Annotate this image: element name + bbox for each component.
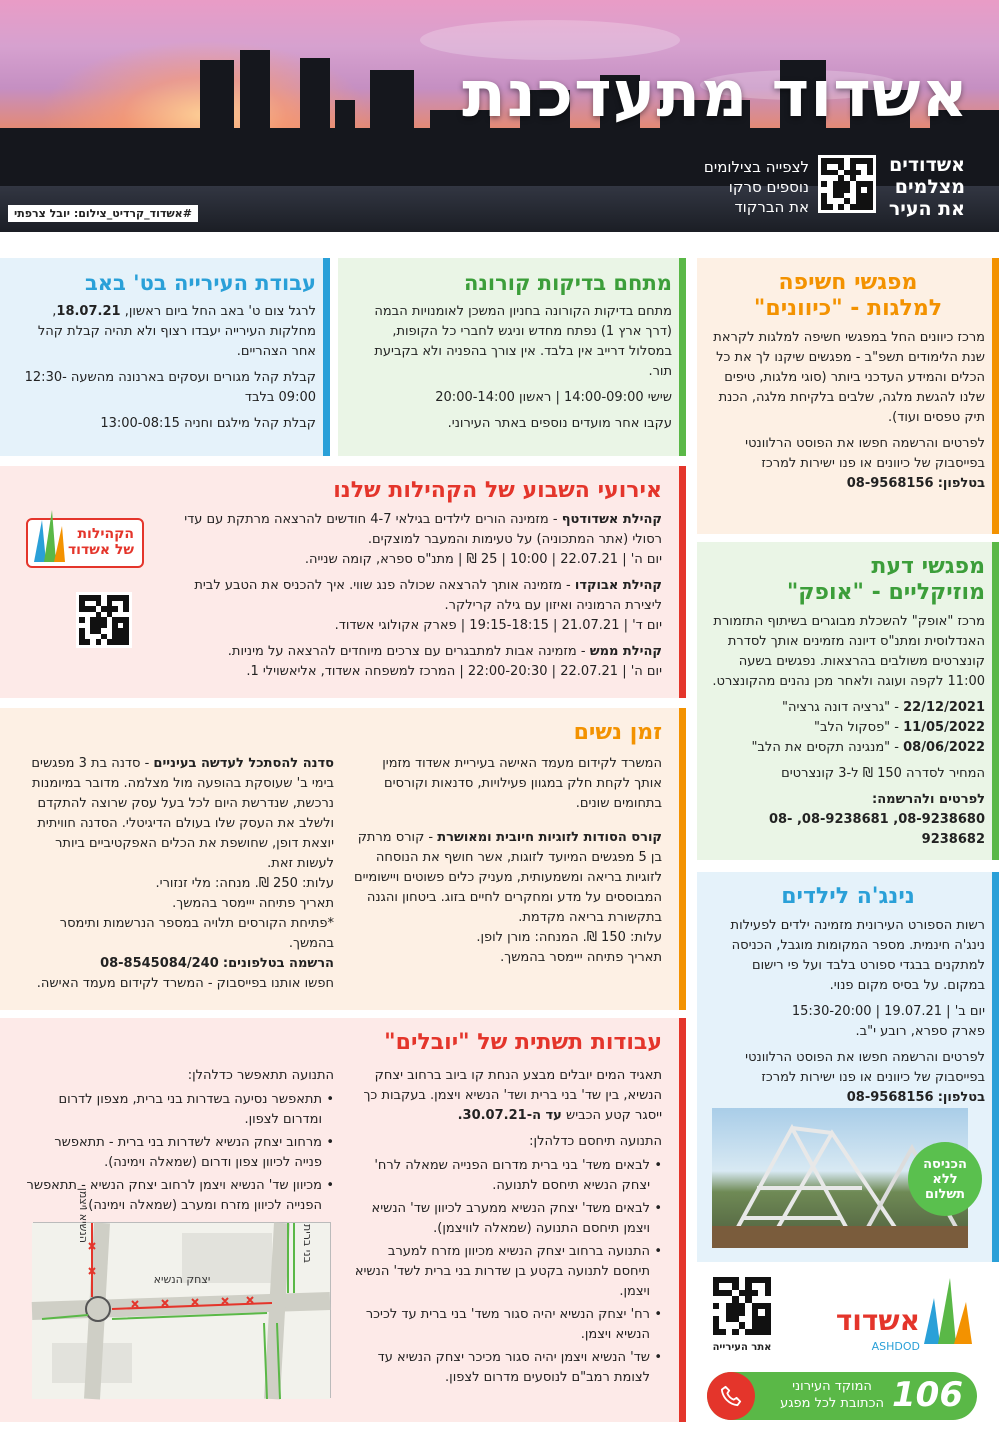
free-entry-badge: הכניסה ללא תשלום <box>908 1142 982 1216</box>
phone-icon <box>707 1372 755 1420</box>
women-registration: הרשמה בטלפונים: 08-8545084/240 <box>100 956 334 971</box>
community-event: קהילת אבוקדו - מזמינה אותך להרצאה שכולה פנג שווי. איך להכניס את הטבע לבית ליצירת הרמוניה ואיזון עם גילה קרילקר. <box>194 578 662 613</box>
scholarships-phone: בטלפון: 08-9568156 <box>846 476 985 491</box>
corona-body: מתחם בדיקות הקורונה בחניון המשכן לאומנויות הבמה (דרך ארץ 1) נפתח מחדש וניגש לחברי כל הקופות, במסלול דרייב אין בלבד. אין צורך בהפניה ולא בקביעת תור. <box>374 304 672 379</box>
roadworks-title: עבודות תשתית של "יובלים" <box>384 1030 662 1055</box>
tisha-intro: לרגל צום ט' באב החל ביום ראשון, 18.07.21, מחלקות העירייה יעבדו רצוף ולא תהיה קבלת קהל אחר הצהריים. <box>37 304 316 359</box>
list-item: • מכיוון שד' הנשיא ויצמן לרחוב יצחק הנשיא - תתאפשר הפנייה לכיוון מזרח ומערב (שמאלה וימינה). <box>24 1176 334 1216</box>
community-event: קהילת ממש - מזמינה אבות למתבגרים עם צרכים מיוחדים להרצאה על מיניות. <box>227 644 662 659</box>
women-workshop-cost: עלות: 250 ₪. מנחה: מלי זנזורי. <box>155 876 334 891</box>
roadworks-allowed-list <box>24 1090 334 1216</box>
city-site-qr-code[interactable] <box>710 1274 774 1338</box>
list-item: • התנועה ברחוב יצחק הנשיא מכיוון מזרח למערב תיחסם לתנועה בקטע בן שדרות בני ברית לשד' הנשיא ויצמן. <box>352 1242 662 1302</box>
hotline-banner[interactable] <box>707 1372 977 1420</box>
roadworks-allowed-title: התנועה תתאפשר כדלהלן: <box>187 1068 334 1083</box>
music-body: מרכז "אופק" להשכלת מבוגרים בשיתוף התזמורת האנדלוסית ומתנ"ס דיונה מזמינים אותך לסדרת קונצרטים משולבים בהרצאות. נפגשים בשעה 11:00 לקפה ועוגה ולאחר מכן נהנים מהקונצרט. <box>712 614 985 689</box>
ninja-title: נינג'ה לילדים <box>781 884 915 909</box>
list-item: • תתאפשר נסיעה בשדרות בני ברית, מצפון לדרום ומדרום לצפון. <box>24 1090 334 1130</box>
women-intro: המשרד לקידום מעמד האישה בעיריית אשדוד מזמין אותך לקחת חלק במגוון פעילויות, סדנאות וקורסים בתחומים שונים. <box>382 756 662 811</box>
photo-cta-strong: אשדודים מצלמים את העיר <box>888 154 965 220</box>
photo-credit: #אשדוד_קרדיט_צילום: יובל צרפתי <box>8 205 198 222</box>
roadworks-blocked-title: התנועה תיחסם כדלהלן: <box>529 1134 662 1149</box>
section-communities <box>0 466 686 698</box>
women-course-cost: עלות: 150 ₪. המנחה: מורן לופן. <box>476 930 662 945</box>
hotline-text: המוקד העירוני הכתובת לכל מפגע <box>780 1379 884 1411</box>
corona-note: עקבו אחר מועדים נוספים באתר העירוני. <box>447 416 672 431</box>
community-event-when: יום ד' | 21.07.21 | 19:15-18:15 | פארק אקולוגי אשדוד. <box>334 618 662 633</box>
list-item: • שד' הנשיא ויצמן יהיה סגור מכיכר יצחק הנשיא עד לצומת רמב"ם לנוסעים מדרום לצפון. <box>352 1348 662 1388</box>
qr-caption: אתר העירייה <box>712 1342 772 1353</box>
section-music <box>697 542 999 860</box>
ninja-phone: בטלפון: 08-9568156 <box>846 1090 985 1105</box>
section-corona <box>338 258 686 456</box>
music-phones: 08-9238680, 08-9238681, 08-9238682 <box>768 812 985 847</box>
community-event-when: יום ה' | 22.07.21 | 22:00-20:30 | המרכז למשפחה אשדוד, אליאשוילי 1. <box>246 664 662 679</box>
women-title: זמן נשים <box>573 720 662 745</box>
photo-cta-small: לצפייה בצילומים נוספים סרקו את הברקוד <box>703 158 809 216</box>
brand-name: אשדוד <box>835 1304 920 1337</box>
scholarships-title: מפגשי חשיפה למלגות - "כיוונים" <box>753 270 943 321</box>
tisha-title: עבודת העירייה בט' באב <box>84 271 316 295</box>
ashdod-logo <box>800 1278 980 1368</box>
ninja-body: רשות הספורט העירונית מזמינה ילדים לפעילות נינג'ה חינמית. מספר המקומות מוגבל, הכניסה למתקנים בבגדי ספורט בלבד ועל פי רישום במקום. על בסיס מקום פנוי. <box>730 918 985 993</box>
section-tisha-bav <box>0 258 330 456</box>
roadworks-blocked-list <box>352 1156 662 1388</box>
hotline-number: 106 <box>892 1375 963 1415</box>
list-item: • רח' יצחק הנשיא יהיה סגור משד' בני ברית עד לכיכר הנשיא ויצמן. <box>352 1305 662 1345</box>
women-course: קורס הסודות לזוגיות חיובית ומאושרת - קורס מרתק בן 5 מפגשים המיועד לזוגות, אשר חושף את הנוסחה לזוגיות בריאה ומשמעותית, מעניק כלים פשוטים ויישומיים המבוססים על מדע ומחקרים לחיים בזוג. ביטחון והגנה בתקשורת בריאה מקדמת. <box>353 830 662 925</box>
roadworks-intro: תאגיד המים יובלים מבצע הנחת קו ביוב ברחוב יצחק הנשיא, בין שד' בני ברית ושד' הנשיא ויצמן. בעקבות כך ייסגר קטע הכביש עד ה-30.07.21. <box>363 1068 662 1123</box>
ninja-more: לפרטים והרשמה חפשו את הפוסט הרלוונטי בפייסבוק של כיוונים או פנו ישירות למרכז <box>745 1050 985 1085</box>
community-event-when: יום ה' | 22.07.21 | 10:00 | 25 ₪ | מתנ"ס ספרא, קומה שנייה. <box>304 552 662 567</box>
corona-title: מתחם בדיקות קורונה <box>463 271 672 295</box>
music-concerts: 22/12/2021 - "גרציה דונה גרציה" 11/05/2022 - "פסקול הלב" 08/06/2022 - "מנגינה תקסים את הלב" <box>751 700 985 755</box>
communities-qr-code[interactable] <box>76 592 132 648</box>
list-item: • לבאים משד' בני ברית מדרום הפנייה שמאלה לרח' יצחק הנשיא תיחסם לתנועה. <box>352 1156 662 1196</box>
ninja-when: יום ב' | 19.07.21 | 15:30-20:00 <box>791 1004 985 1019</box>
women-facebook: חפשו אותנו בפייסבוק - המשרד לקידום מעמד האישה. <box>36 976 334 991</box>
tisha-line2: קבלת קהל מילגם וחניה 13:00-08:15 <box>100 416 316 431</box>
page-title: אשדוד מתעדכנת <box>462 58 969 132</box>
communities-title: אירועי השבוע של הקהילות שלנו <box>333 478 662 503</box>
music-reg-label: לפרטים ולהרשמה: <box>872 792 985 807</box>
map-label-street2: בני ברית <box>301 1224 314 1263</box>
section-scholarships <box>697 258 999 534</box>
map-label-street3: הנשיא ויצמן <box>77 1187 90 1243</box>
music-title: מפגשי דעת מוזיקליים - "אופק" <box>786 554 985 605</box>
scholarships-body: מרכז כיוונים החל במפגשי חשיפה למלגות לקראת שנת הלימודים תשפ"ב - מפגשים שיקנו לך את כל הכלים והמידע העדכני ביותר (סוגי מלגות, טיפים שלנו להגשת מלגה, שלבים בלקיחת מלגה, הכנת תיק טפסים ועוד). <box>713 330 985 425</box>
photos-qr-code[interactable] <box>818 155 876 213</box>
brand-name-en: ASHDOD <box>871 1340 920 1353</box>
community-event: קהילת אשדודטף - מזמינה הורים לילדים בגילאי 4-7 חודשים להרצאה מרתקת עם עדי רסולי (אתר המתכוניה) על טעימות והמעבר למוצקים. <box>184 512 662 547</box>
list-item: • לבאים משד' יצחק הנשיא ממערב לכיוון שד' הנשיא ויצמן תיחסם התנועה (שמאלה לוויצמן). <box>352 1199 662 1239</box>
ninja-where: פארק ספרא, רובע י"ב. <box>855 1024 985 1039</box>
section-women-time <box>0 708 686 1010</box>
music-price: המחיר לסדרה 150 ₪ ל-3 קונצרטים <box>781 766 985 781</box>
women-workshop-note: *פתיחת הקורסים תלויה במספר הנרשמות ותימסר בהמשך. <box>59 916 334 951</box>
women-workshop-open: תאריך פתיחה ייימסר בהמשך. <box>172 896 334 911</box>
women-workshop: סדנה להסתכל לעדשה בעיניים - סדנה בת 3 מפגשים בימי ב' שעוסקת בהופעה מול מצלמה. מדובר במיומנות נרכשת, שנדרשת היום לכל בעל עסק שרוצה להתקדם ולשלב את העסק שלו בעולם הדיגיטלי. הסדנה חוויתית יוצאת דופן, שחושפת את הכלים האפקטיביים ביותר לעשות זאת. <box>31 756 334 871</box>
corona-hours: שישי 14:00-09:00 | ראשון 20:00-14:00 <box>435 390 672 405</box>
women-course-open: תאריך פתיחה ייימסר בהמשך. <box>500 950 662 965</box>
communities-logo-icon <box>32 506 66 564</box>
list-item: • מרחוב יצחק הנשיא לשדרות בני ברית - תתאפשר פנייה לכיוון צפון ודרום (שמאלה וימינה). <box>24 1133 334 1173</box>
communities-logo: הקהילות של אשדוד <box>26 518 144 568</box>
ashdod-logo-icon <box>920 1278 974 1348</box>
scholarships-more: לפרטים והרשמה חפשו את הפוסט הרלוונטי בפייסבוק של כיוונים או פנו ישירות למרכז <box>745 436 985 471</box>
header-banner <box>0 0 999 232</box>
tisha-line1: קבלת קהל מגורים ועסקים בארנונה מהשעה 12:30-09:00 בלבד <box>24 370 316 405</box>
map-label-street1: יצחק הנשיא <box>153 1273 211 1286</box>
